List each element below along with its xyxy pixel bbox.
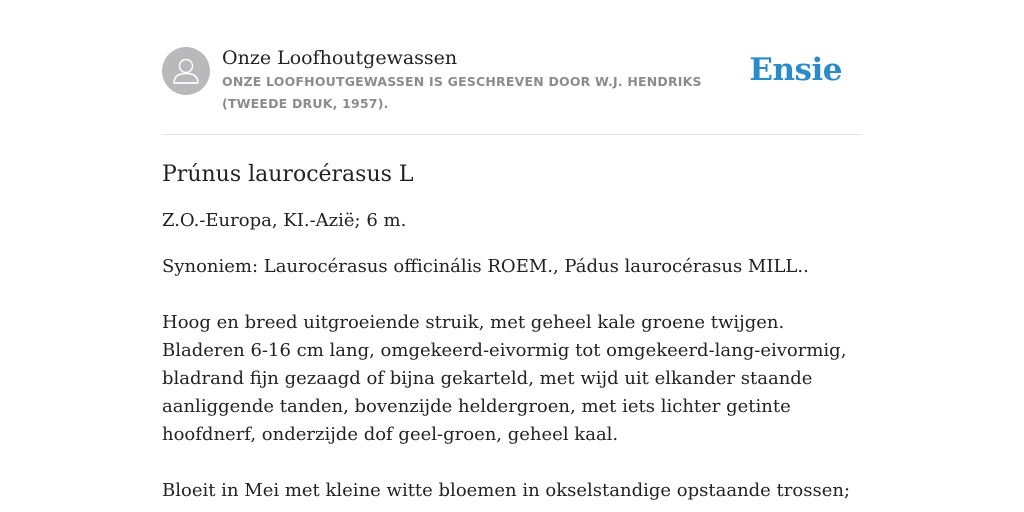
- book-title[interactable]: Onze Loofhoutgewassen: [222, 47, 458, 69]
- ensie-logo[interactable]: Ensie: [749, 52, 842, 88]
- entry-content: [162, 135, 862, 505]
- user-avatar-icon[interactable]: [162, 47, 210, 95]
- entry-synonym: Synoniem: Laurocérasus officinális ROEM., Pádus laurocérasus MILL..: [162, 256, 809, 277]
- paragraph-spacer: [162, 281, 862, 309]
- header: [162, 0, 862, 135]
- book-info: [222, 45, 762, 115]
- entry-flowering: Bloeit in Mei met kleine witte bloemen in okselstandige opstaande trossen;: [162, 480, 851, 501]
- page: [162, 0, 862, 505]
- entry-description: Hoog en breed uitgroeiende struik, met geheel kale groene twijgen. Bladeren 6-16 cm lang, omgekeerd-eivormig tot omgekeerd-lang-eivormig, bladrand fijn gezaagd of bijna gekarteld, met wijd uit elkander staande aanliggende tanden, bovenzijde heldergroen, met iets lichter getinte hoofdnerf, onderzijde dof geel-groen, geheel kaal.: [162, 312, 847, 445]
- book-subtitle: ONZE LOOFHOUTGEWASSEN IS GESCHREVEN DOOR W.J. HENDRIKS (TWEEDE DRUK, 1957).: [222, 74, 702, 111]
- entry-origin: Z.O.-Europa, KI.-Azië; 6 m.: [162, 210, 407, 231]
- paragraph-spacer: [162, 449, 862, 477]
- entry-title: Prúnus laurocérasus L: [162, 162, 414, 187]
